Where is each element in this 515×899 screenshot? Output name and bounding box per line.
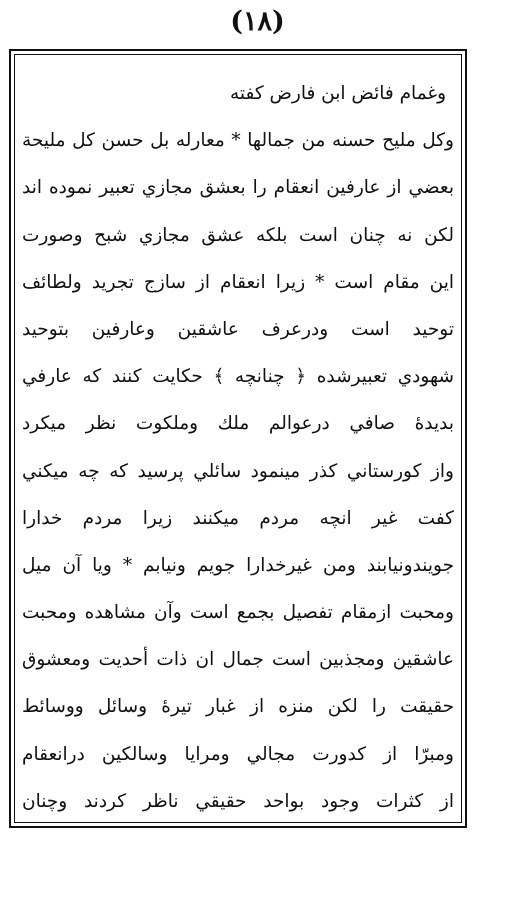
text-line: كفت غير انچه مردم ميكنند زيرا مردم خدارا — [22, 507, 454, 529]
text-line: از كثرات وجود بواحد حقيقي ناظر كردند وچنان — [22, 790, 454, 812]
text-line: ومبرّا از كدورت مجالي ومرايا وسالكين درانعقام — [22, 743, 454, 765]
body-text — [22, 70, 454, 825]
text-line: بعضي از عارفين انعقام را بعشق مجازي تعبير نموده اند — [22, 177, 454, 199]
text-line: بديدهٔ صافي درعوالم ملك وملكوت نظر ميكرد — [22, 413, 454, 435]
text-line: وكل مليح حسنه من جمالها * معارله بل حسن كل مليحة — [22, 130, 454, 152]
text-line: وغمام فائض ابن فارض كفته — [229, 83, 446, 104]
text-line: لكن نه چنان است بلكه عشق مجازي شبح وصورت — [22, 224, 454, 246]
page-number: (١٨) — [230, 6, 285, 37]
text-line: توحيد است ودرعرف عاشقين وعارفين بتوحيد — [22, 318, 454, 340]
text-line: شهودي تعبيرشده ﴿ چنانچه ﴾ حكايت كنند كه عارفي — [22, 366, 454, 388]
text-line: واز كورستاني كذر مينمود سائلي پرسيد كه چه ميكني — [22, 460, 454, 482]
text-line: جويندونيابند ومن غيرخدارا جويم ونيابم * ويا آن ميل — [22, 554, 454, 576]
text-line: ومحبت ازمقام تفصيل بجمع است وآن مشاهده ومحبت — [22, 602, 454, 624]
text-line: حقيقت را لكن منزه از غبار تيرهٔ وسائل ووسائط — [22, 696, 454, 718]
text-line: اين مقام است * زيرا انعقام از سازج تجريد ولطائف — [22, 271, 454, 293]
text-line: عاشقين ومجذبين است جمال ان ذات أحديت ومعشوق — [22, 649, 454, 671]
